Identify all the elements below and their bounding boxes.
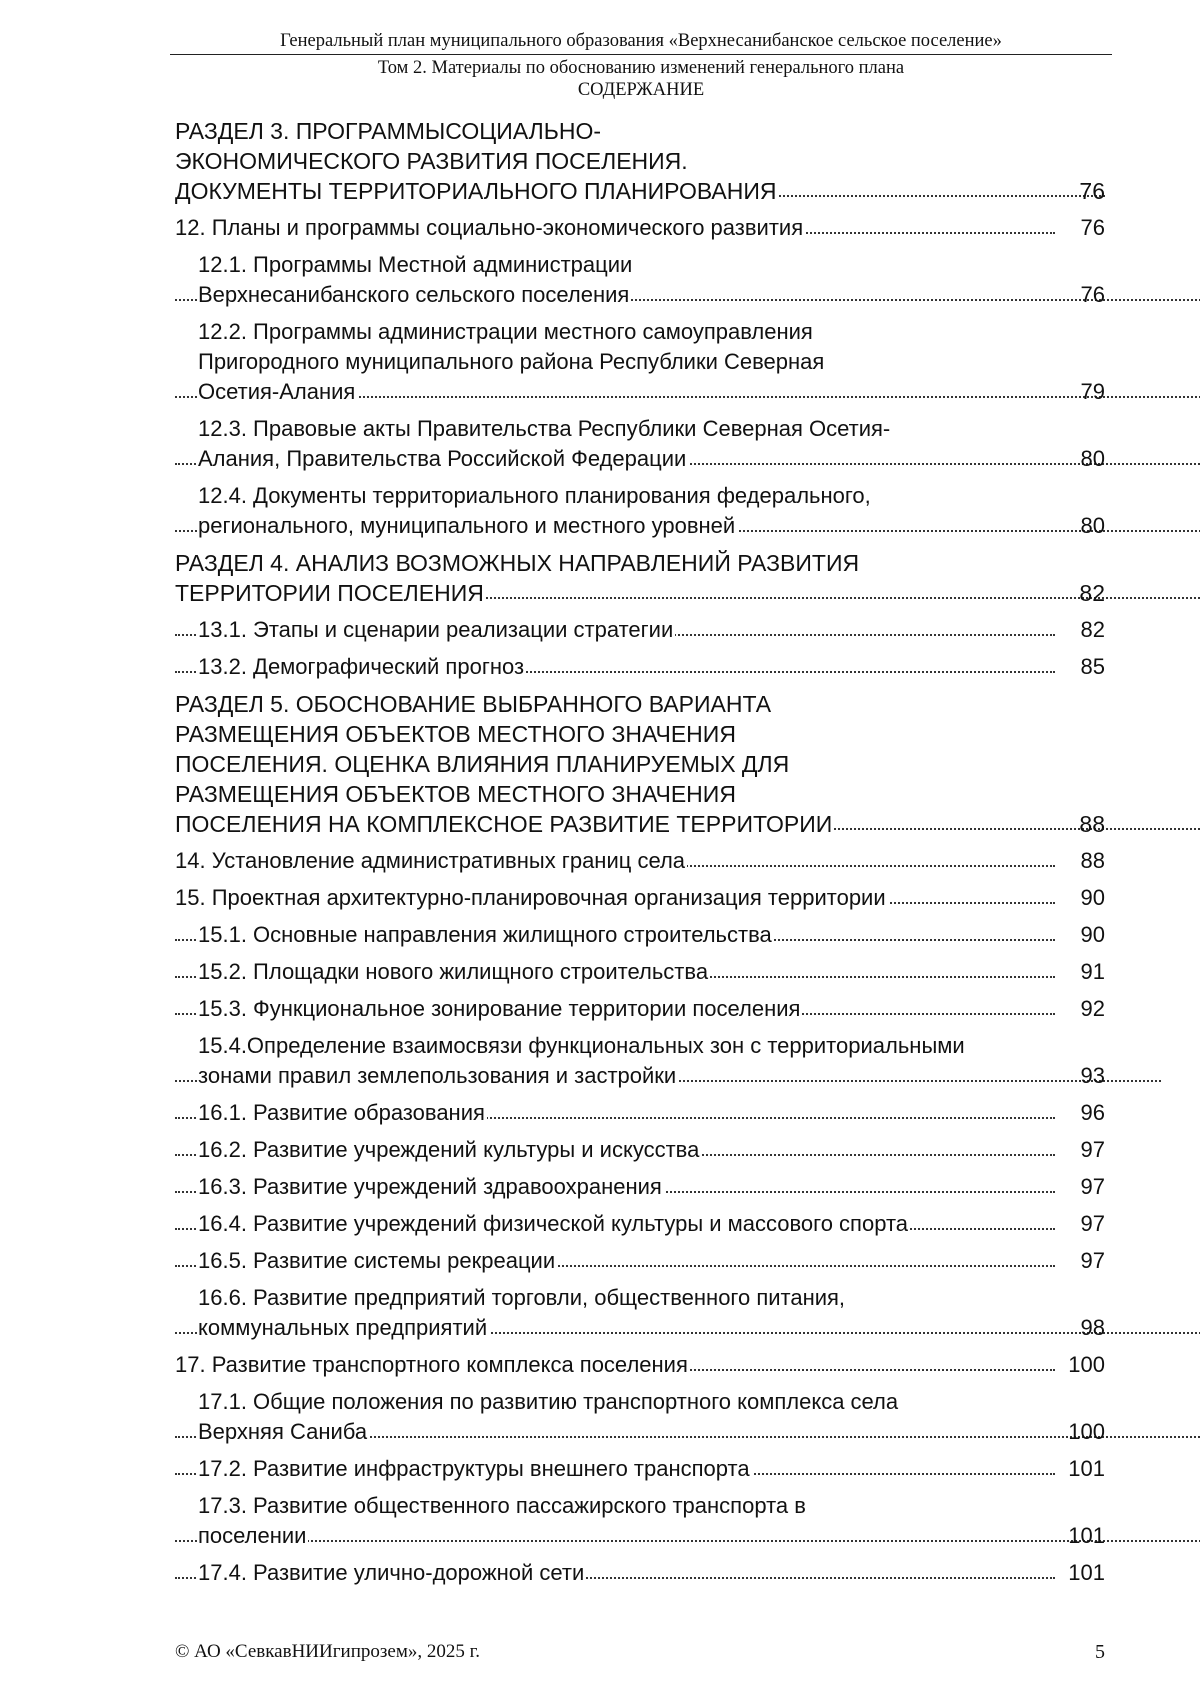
toc-entry-text: РАЗДЕЛ 4. АНАЛИЗ ВОЗМОЖНЫХ НАПРАВЛЕНИЙ РАЗВИТИЯ ТЕРРИТОРИИ ПОСЕЛЕНИЯ <box>175 550 860 606</box>
toc-entry[interactable] <box>175 116 1105 206</box>
contents-heading: СОДЕРЖАНИЕ <box>577 80 705 100</box>
toc-entry[interactable] <box>175 689 1105 839</box>
copyright-text: © АО «СевкавНИИгипрозем», 2025 г. <box>175 1641 480 1662</box>
toc-entry-text: 17. Развитие транспортного комплекса поселения <box>175 1352 688 1377</box>
toc-entry-text: 15.3. Функциональное зонирование территории поселения <box>198 996 801 1021</box>
dot-leader <box>175 1540 1200 1542</box>
toc-entry-text: 17.4. Развитие улично-дорожной сети <box>198 1560 585 1585</box>
toc-entry[interactable] <box>175 1387 1105 1447</box>
toc-entry[interactable] <box>175 414 1105 474</box>
toc-entry-page: 90 <box>1080 922 1105 947</box>
toc-entry[interactable] <box>175 1098 1105 1128</box>
toc-entry[interactable] <box>175 481 1105 541</box>
toc-entry[interactable] <box>175 846 1105 876</box>
document-volume-title: Том 2. Материалы по обоснованию изменений генерального плана <box>377 58 905 78</box>
header-divider <box>170 54 1112 55</box>
toc-entry-text: 12. Планы и программы социально-экономического развития <box>175 215 804 240</box>
toc-entry-page: 93 <box>1080 1063 1105 1088</box>
toc-entry-page: 90 <box>1080 885 1105 910</box>
page-footer <box>175 1640 1105 1664</box>
toc-entry-page: 82 <box>1079 580 1105 606</box>
toc-entry-text: 13.1. Этапы и сценарии реализации стратегии <box>198 617 674 642</box>
toc-entry-page: 76 <box>1080 282 1105 307</box>
toc-entry[interactable] <box>175 317 1105 407</box>
toc-entry[interactable] <box>175 1283 1105 1343</box>
toc-entry-page: 97 <box>1080 1211 1105 1236</box>
toc-entry-page: 100 <box>1068 1352 1105 1377</box>
toc-entry[interactable] <box>175 1031 1105 1091</box>
toc-entry-text: 13.2. Демографический прогноз <box>198 654 525 679</box>
toc-entry-page: 97 <box>1080 1174 1105 1199</box>
toc-entry[interactable] <box>175 920 1105 950</box>
toc-entry[interactable] <box>175 250 1105 310</box>
toc-entry[interactable] <box>175 1454 1105 1484</box>
toc-entry[interactable] <box>175 1135 1105 1165</box>
toc-entry-text: 12.3. Правовые акты Правительства Республики Северная Осетия-Алания, Правительства Российской Федерации <box>198 416 891 471</box>
toc-entry-text: 12.4. Документы территориального планирования федерального, регионального, муниципального и местного уровней <box>198 483 871 538</box>
toc-entry-page: 101 <box>1068 1456 1105 1481</box>
toc-entry-text: 16.4. Развитие учреждений физической культуры и массового спорта <box>198 1211 909 1236</box>
toc-entry-page: 85 <box>1080 654 1105 679</box>
toc-entry-page: 76 <box>1079 178 1105 204</box>
toc-entry-page: 97 <box>1080 1137 1105 1162</box>
toc-entry[interactable] <box>175 1350 1105 1380</box>
toc-entry[interactable] <box>175 1172 1105 1202</box>
toc-entry-page: 80 <box>1080 446 1105 471</box>
toc-entry[interactable] <box>175 652 1105 682</box>
toc-entry[interactable] <box>175 1491 1105 1551</box>
toc-entry-text: 16.6. Развитие предприятий торговли, общественного питания, коммунальных предприятий <box>198 1285 846 1340</box>
toc-entry[interactable] <box>175 1558 1105 1588</box>
toc-entry-text: 15.4.Определение взаимосвязи функциональных зон с территориальными зонами правил землепользования и застройки <box>198 1033 965 1088</box>
toc-entry-text: РАЗДЕЛ 3. ПРОГРАММЫСОЦИАЛЬНО-ЭКОНОМИЧЕСКОГО РАЗВИТИЯ ПОСЕЛЕНИЯ. ДОКУМЕНТЫ ТЕРРИТОРИАЛЬНОГО ПЛАНИРОВАНИЯ <box>175 118 777 204</box>
toc-entry-page: 96 <box>1080 1100 1105 1125</box>
toc-entry-text: 16.3. Развитие учреждений здравоохранения <box>198 1174 662 1199</box>
toc-entry-text: РАЗДЕЛ 5. ОБОСНОВАНИЕ ВЫБРАННОГО ВАРИАНТА РАЗМЕЩЕНИЯ ОБЪЕКТОВ МЕСТНОГО ЗНАЧЕНИЯ ПОСЕЛЕНИЯ. ОЦЕНКА ВЛИЯНИЯ ПЛАНИРУЕМЫХ ДЛЯ РАЗМЕЩЕНИЯ ОБЪЕКТОВ МЕСТНОГО ЗНАЧЕНИЯ ПОСЕЛЕНИЯ НА КОМПЛЕКСНОЕ РАЗВИТИЕ ТЕРРИТОРИИ <box>175 691 833 837</box>
toc-entry[interactable] <box>175 548 1105 608</box>
toc-entry-text: 16.2. Развитие учреждений культуры и искусства <box>198 1137 700 1162</box>
toc-entry[interactable] <box>175 213 1105 243</box>
page-number: 5 <box>1095 1641 1105 1663</box>
toc-entry-text: 12.1. Программы Местной администрации Верхнесанибанского сельского поселения <box>198 252 633 307</box>
toc-entry-text: 17.2. Развитие инфраструктуры внешнего транспорта <box>198 1456 750 1481</box>
toc-entry-page: 92 <box>1080 996 1105 1021</box>
toc-entry-text: 14. Установление административных границ села <box>175 848 686 873</box>
toc-entry[interactable] <box>175 957 1105 987</box>
toc-entry-text: 16.5. Развитие системы рекреации <box>198 1248 556 1273</box>
toc-entry-page: 79 <box>1080 379 1105 404</box>
toc-entry-text: 17.1. Общие положения по развитию транспортного комплекса села Верхняя Саниба <box>198 1389 899 1444</box>
toc-entry[interactable] <box>175 1246 1105 1276</box>
toc-entry-text: 16.1. Развитие образования <box>198 1100 485 1125</box>
toc-entry-page: 91 <box>1080 959 1105 984</box>
toc-entry-page: 82 <box>1080 617 1105 642</box>
toc-entry-page: 101 <box>1068 1523 1105 1548</box>
toc-entry[interactable] <box>175 994 1105 1024</box>
toc-entry-page: 76 <box>1080 215 1105 240</box>
toc-entry-text: 15.1. Основные направления жилищного строительства <box>198 922 772 947</box>
document-header-title: Генеральный план муниципального образования «Верхнесанибанское сельское поселение» <box>280 31 1002 51</box>
toc-entry[interactable] <box>175 615 1105 645</box>
toc-entry-text: 15. Проектная архитектурно-планировочная организация территории <box>175 885 886 910</box>
toc-entry-page: 80 <box>1080 513 1105 538</box>
toc-entry-page: 100 <box>1068 1419 1105 1444</box>
toc-entry[interactable] <box>175 1209 1105 1239</box>
table-of-contents <box>175 116 1105 1588</box>
toc-entry-page: 88 <box>1080 848 1105 873</box>
toc-entry-text: 12.2. Программы администрации местного самоуправления Пригородного муниципального района Республики Северная Осетия-Алания <box>198 319 825 404</box>
toc-entry-text: 17.3. Развитие общественного пассажирского транспорта в поселении <box>198 1493 806 1548</box>
toc-entry-page: 88 <box>1079 811 1105 837</box>
toc-entry-page: 101 <box>1068 1560 1105 1585</box>
toc-entry-page: 97 <box>1080 1248 1105 1273</box>
toc-entry-text: 15.2. Площадки нового жилищного строительства <box>198 959 709 984</box>
toc-entry[interactable] <box>175 883 1105 913</box>
toc-entry-page: 98 <box>1080 1315 1105 1340</box>
